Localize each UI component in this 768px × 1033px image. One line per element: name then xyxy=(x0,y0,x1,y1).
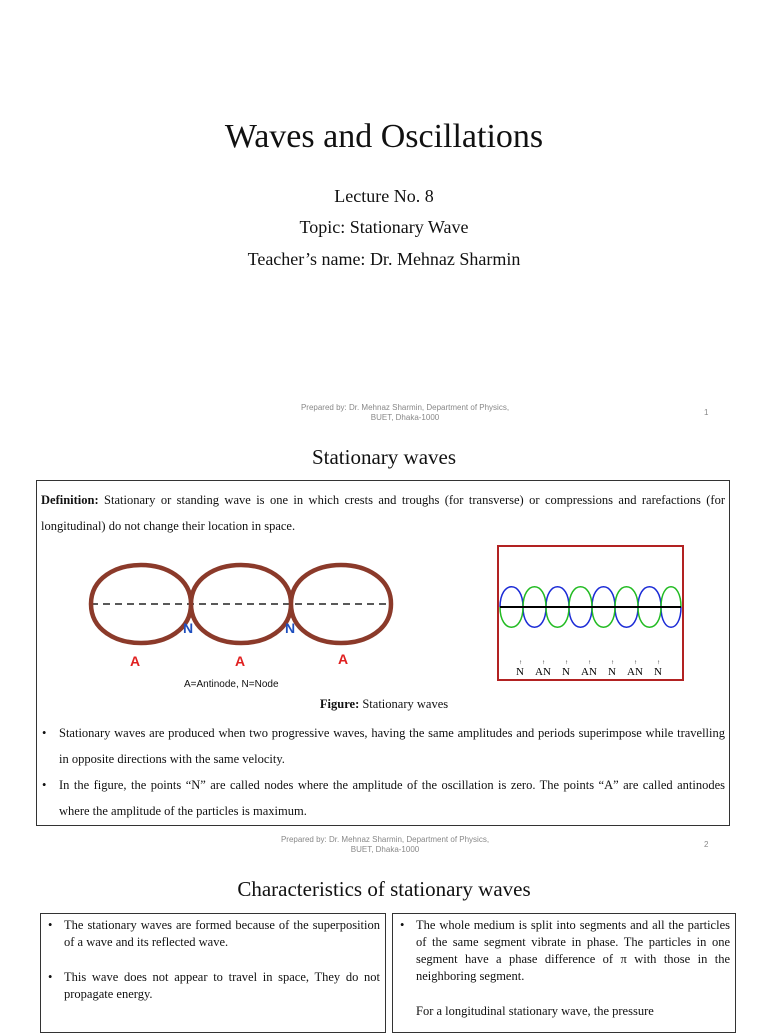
definition xyxy=(41,487,725,539)
slide2-page-number: 2 xyxy=(704,840,709,849)
footer-line2: BUET, Dhaka-1000 xyxy=(350,845,420,854)
item-text: For a longitudinal stationary wave, the pressure xyxy=(416,1004,654,1018)
slide1-title: Waves and Oscillations xyxy=(224,118,544,155)
list-item: • This wave does not appear to travel in space, They do not propagate energy. xyxy=(48,970,380,1001)
list-item: • The stationary waves are formed because of the superposition of a wave and its reflected wave. xyxy=(48,918,380,949)
lecture-topic: Topic: Stationary Wave xyxy=(299,217,469,237)
point-label-3: N xyxy=(562,666,570,678)
point-label-4: AN xyxy=(581,666,597,678)
item-text: The whole medium is split into segments and all the particles of the same segment vibrate in phase. The particles in one segment have a phase difference of π with those in the neighboring segment. xyxy=(416,918,730,983)
lecture-number: Lecture No. 8 xyxy=(334,186,434,206)
point-label-5: N xyxy=(608,666,616,678)
point-label-1: N xyxy=(516,666,524,678)
footer-line1: Prepared by: Dr. Mehnaz Sharmin, Department of Physics, xyxy=(280,835,490,844)
lower-envelope xyxy=(91,604,391,643)
point-label-2: AN xyxy=(535,666,551,678)
node-label-1: N xyxy=(183,620,194,636)
item-text: This wave does not appear to travel in space, They do not propagate energy. xyxy=(64,970,380,1001)
node-label-2: N xyxy=(285,620,296,636)
slide2-bullets xyxy=(41,720,725,824)
point-label-7: N xyxy=(654,666,662,678)
antinode-label-3: A xyxy=(338,651,349,667)
list-item: • The whole medium is split into segments and all the particles of the same segment vibrate in phase. The particles in one segment have a phase difference of π with those in the neighboring segment. xyxy=(400,918,730,983)
slide1-footer xyxy=(250,403,560,423)
list-item: • In the figure, the points “N” are called nodes where the amplitude of the oscillation is zero. The points “A” are called antinodes where the amplitude of the particles is maximum. xyxy=(42,778,725,818)
point-label-6: AN xyxy=(627,666,643,678)
list-item xyxy=(398,1003,730,1020)
footer-line2: BUET, Dhaka-1000 xyxy=(370,413,440,422)
bullet-text: In the figure, the points “N” are called nodes where the amplitude of the oscillation is zero. The points “A” are called antinodes where the amplitude of the particles is maximum. xyxy=(59,778,725,818)
item-text: The stationary waves are formed because of the superposition of a wave and its reflected wave. xyxy=(64,918,380,949)
arrow-2: ↑ xyxy=(542,660,545,666)
arrow-5: ↑ xyxy=(611,660,614,666)
slide1-page-number: 1 xyxy=(704,408,709,417)
right-column-box xyxy=(392,913,736,1033)
figure-legend: A=Antinode, N=Node xyxy=(184,679,279,690)
definition-label: Definition: xyxy=(41,493,99,507)
standing-wave-figure xyxy=(85,555,400,695)
caption-label: Figure: xyxy=(319,697,360,711)
superposition-figure xyxy=(497,545,685,683)
arrow-7: ↑ xyxy=(657,660,660,666)
teacher-name: Teacher’s name: Dr. Mehnaz Sharmin xyxy=(247,249,521,269)
figure-caption xyxy=(0,697,768,712)
upper-envelope xyxy=(91,565,391,604)
caption-text: Stationary waves xyxy=(359,697,449,711)
antinode-label-2: A xyxy=(235,653,246,669)
arrow-4: ↑ xyxy=(588,660,591,666)
arrow-3: ↑ xyxy=(565,660,568,666)
arrow-1: ↑ xyxy=(519,660,522,666)
slide3-title: Characteristics of stationary waves xyxy=(237,877,531,901)
left-column-box xyxy=(40,913,386,1033)
slide2-footer xyxy=(230,835,540,855)
arrow-6: ↑ xyxy=(634,660,637,666)
list-item: • Stationary waves are produced when two progressive waves, having the same amplitudes and periods superimpose while travelling in opposite directions with the same velocity. xyxy=(42,726,725,766)
definition-text: Stationary or standing wave is one in which crests and troughs (for transverse) or compressions and rarefactions (for longitudinal) do not change their location in space. xyxy=(41,493,725,533)
footer-line1: Prepared by: Dr. Mehnaz Sharmin, Department of Physics, xyxy=(300,403,510,412)
bullet-text: Stationary waves are produced when two progressive waves, having the same amplitudes and periods superimpose while travelling in opposite directions with the same velocity. xyxy=(59,726,725,766)
slide2-title: Stationary waves xyxy=(311,445,457,469)
antinode-label-1: A xyxy=(130,653,141,669)
